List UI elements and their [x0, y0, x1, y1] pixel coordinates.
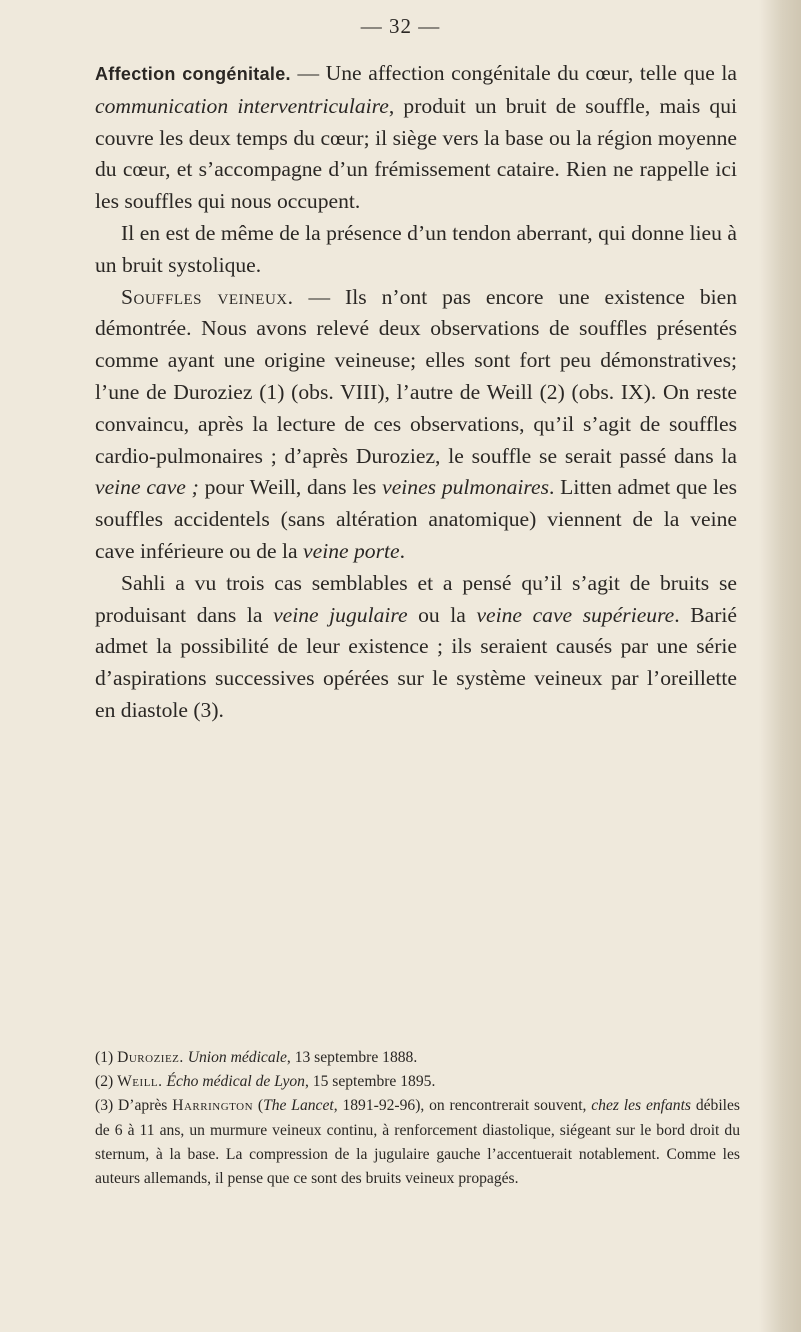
italic-term: chez les enfants	[591, 1097, 691, 1115]
footnote-2	[95, 1070, 740, 1094]
text-run: — Ils n’ont pas encore une existence bien démontrée. Nous avons relevé deux observations de souffles présentés comme ayant une origine veineuse; elles sont fort peu démonstratives; l’une de Duroziez (1) (obs. VIII), l’autre de Weill (2) (obs. IX). On reste convaincu, après la lecture de ces observations, qu’il s’agit de souffles cardio-pulmonaires ; d’après Duroziez, le souffle se serait passé dans la	[95, 284, 738, 468]
italic-term: communication interventriculaire	[95, 93, 389, 118]
main-text	[95, 58, 737, 727]
text-run: .	[399, 538, 405, 563]
paragraph-sahli	[95, 568, 737, 727]
footnote-source: The Lancet	[263, 1097, 334, 1115]
footnote-number: (1)	[95, 1049, 118, 1066]
text-run: , 1891-92-96), on rencontrerait souvent,	[333, 1097, 592, 1115]
footnote-number: (2)	[95, 1073, 118, 1091]
italic-term: veine porte	[303, 538, 400, 563]
italic-term: veine jugulaire	[273, 602, 408, 627]
text-run: débiles de 6 à 11 ans, un murmure veineux continu, à renforcement diastolique, siégeant sur le bord droit du sternum, à la base. La compression de la jugulaire gauche l’accentuerait notablement. Comme les auteurs allemands, il pense que ce sont des bruits veineux propagés.	[95, 1097, 740, 1188]
heading-souffles-veineux: Souffles veineux.	[121, 284, 294, 309]
paragraph-affection-congenitale	[95, 58, 737, 218]
footnote-1	[95, 1046, 740, 1070]
text-run: — Une affection congénitale du cœur, telle que la	[290, 61, 737, 85]
footnote-source: Union médicale	[187, 1049, 287, 1066]
text-run: (	[253, 1097, 264, 1115]
footnote-3	[95, 1094, 740, 1191]
text-run: . Barié admet la possibilité de leur existence ; ils seraient causés par une série d’aspirations successives opérées sur le système veineux par l’oreillette en diastole (3).	[95, 602, 738, 722]
text-run: Sahli a vu trois cas semblables et a pensé qu’il s’agit de bruits se produisant dans la	[95, 570, 737, 627]
footnote-author: Duroziez.	[117, 1049, 184, 1066]
text-run: , 15 septembre 1895.	[304, 1073, 436, 1091]
footnote-number: (3)	[95, 1097, 119, 1115]
text-run: ou la	[407, 602, 477, 627]
page-number: — 32 —	[360, 14, 441, 38]
text-run: pour Weill, dans les	[198, 475, 383, 500]
text-run: , produit un bruit de souffle, mais qui couvre les deux temps du cœur; il siège vers la base ou la région moyenne du cœur, et s’accompagne d’un frémissement cataire. Rien ne rappelle ici les souffles qui nous occupent.	[95, 93, 737, 214]
heading-affection-congenitale: Affection congénitale.	[95, 64, 291, 84]
footnote-author: Weill.	[117, 1073, 163, 1091]
text-run: . Litten admet que les souffles accidentels (sans altération anatomique) viennent de la veine cave inférieure ou de la	[95, 475, 737, 563]
italic-term: veine cave supérieure	[476, 602, 675, 627]
italic-term: veines pulmonaires	[382, 475, 550, 500]
paragraph-souffles-veineux	[95, 282, 737, 568]
footnote-source: Écho médical de Lyon	[166, 1073, 305, 1091]
text-run: Il en est de même de la présence d’un tendon aberrant, qui donne lieu à un bruit systolique.	[95, 220, 737, 277]
footnotes	[95, 1046, 740, 1191]
text-run: , 13 septembre 1888.	[286, 1049, 418, 1066]
text-run: D’après	[118, 1097, 173, 1115]
paragraph-tendon-aberrant	[95, 218, 737, 282]
footnote-author: Harrington	[172, 1097, 254, 1115]
italic-term: veine cave ;	[95, 475, 199, 500]
page-edge-shadow	[759, 0, 801, 1332]
